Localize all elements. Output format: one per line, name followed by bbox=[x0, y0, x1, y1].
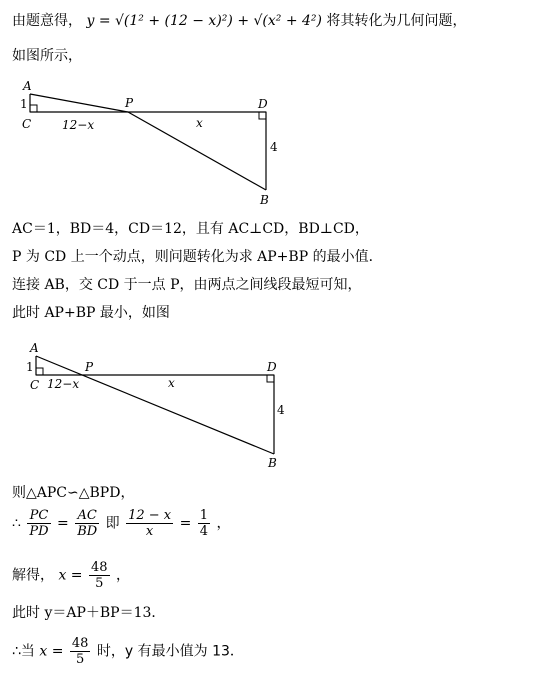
fraction-12-x-over-x bbox=[126, 508, 173, 539]
fraction-denominator: 4 bbox=[199, 524, 209, 539]
fraction-denominator: PD bbox=[29, 524, 49, 539]
ji-text: 即 bbox=[105, 515, 120, 532]
equals-sign: = bbox=[179, 515, 192, 532]
right-angle-c bbox=[30, 105, 37, 112]
therefore-symbol: ∴ bbox=[12, 515, 21, 532]
label-pd-length: x bbox=[196, 116, 203, 130]
conclusion-text: 时，y 有最小值为 13． bbox=[96, 643, 244, 660]
x-equals: x = bbox=[39, 643, 64, 660]
statement-line-7: 则△APC∽△BPD， bbox=[12, 485, 135, 501]
geometry-figure-2 bbox=[0, 338, 300, 473]
label-ac-length: 1 bbox=[26, 360, 34, 374]
fraction-48-over-5 bbox=[89, 560, 110, 591]
label-c: C bbox=[30, 378, 40, 392]
label-d: D bbox=[267, 360, 277, 374]
label-db-length: 4 bbox=[277, 403, 285, 417]
label-b: B bbox=[260, 193, 269, 207]
right-angle-d bbox=[259, 112, 266, 119]
fraction-1-over-4 bbox=[198, 508, 210, 539]
statement-line-10: 此时 y＝AP＋BP＝13． bbox=[12, 605, 166, 621]
solve-text: 解得， bbox=[12, 567, 54, 584]
right-angle-c bbox=[36, 368, 43, 375]
right-angle-d bbox=[267, 375, 274, 382]
label-a: A bbox=[30, 341, 39, 355]
fraction-ac-bd bbox=[75, 508, 99, 539]
x-equals: x = bbox=[58, 567, 83, 584]
statement-line-8 bbox=[12, 508, 230, 539]
segment-ap bbox=[30, 94, 128, 112]
statement-line-4: P 为 CD 上一个动点，则问题转化为求 AP+BP 的最小值． bbox=[12, 249, 383, 265]
fraction-denominator: 5 bbox=[95, 576, 104, 591]
label-cp-length: 12−x bbox=[62, 118, 95, 132]
comma: ， bbox=[115, 567, 130, 584]
label-c: C bbox=[22, 117, 32, 131]
statement-line-1 bbox=[12, 12, 466, 30]
label-d: D bbox=[258, 97, 268, 111]
label-cp-length: 12−x bbox=[47, 377, 80, 391]
fraction-numerator: 12 − x bbox=[128, 508, 172, 523]
statement-line-6: 此时 AP+BP 最小，如图 bbox=[12, 305, 170, 321]
fraction-numerator: 1 bbox=[199, 508, 209, 523]
label-db-length: 4 bbox=[270, 140, 278, 154]
fraction-denominator: x bbox=[145, 524, 154, 539]
therefore-when-text: ∴当 bbox=[12, 643, 35, 660]
fraction-denominator: BD bbox=[77, 524, 98, 539]
label-b: B bbox=[268, 456, 277, 470]
conversion-text: 将其转化为几何问题， bbox=[326, 13, 467, 29]
fraction-pc-pd bbox=[27, 508, 50, 539]
statement-line-11 bbox=[12, 636, 244, 667]
label-ac-length: 1 bbox=[20, 97, 28, 111]
label-p: P bbox=[125, 96, 134, 110]
statement-line-5: 连接 AB，交 CD 于一点 P，由两点之间线段最短可知， bbox=[12, 277, 362, 293]
fraction-numerator: 48 bbox=[90, 560, 108, 575]
fraction-numerator: AC bbox=[75, 508, 99, 524]
statement-line-2: 如图所示， bbox=[12, 48, 82, 64]
fraction-denominator: 5 bbox=[76, 652, 85, 667]
label-p: P bbox=[85, 360, 94, 374]
segment-ab bbox=[36, 356, 274, 454]
statement-line-9 bbox=[12, 560, 130, 591]
geometry-figure-1 bbox=[0, 78, 300, 208]
label-pd-length: x bbox=[168, 376, 175, 390]
y-equation: y = √(1² + (12 − x)²) + √(x² + 4²) bbox=[86, 13, 322, 29]
statement-line-3: AC＝1，BD＝4，CD＝12，且有 AC⊥CD，BD⊥CD， bbox=[12, 221, 369, 237]
fraction-numerator: 48 bbox=[71, 636, 89, 651]
intro-text: 由题意得， bbox=[12, 13, 82, 29]
equals-sign: = bbox=[57, 515, 69, 532]
fraction-48-over-5 bbox=[70, 636, 91, 667]
label-a: A bbox=[23, 79, 32, 93]
fraction-numerator: PC bbox=[27, 508, 50, 524]
comma: ， bbox=[216, 515, 231, 532]
